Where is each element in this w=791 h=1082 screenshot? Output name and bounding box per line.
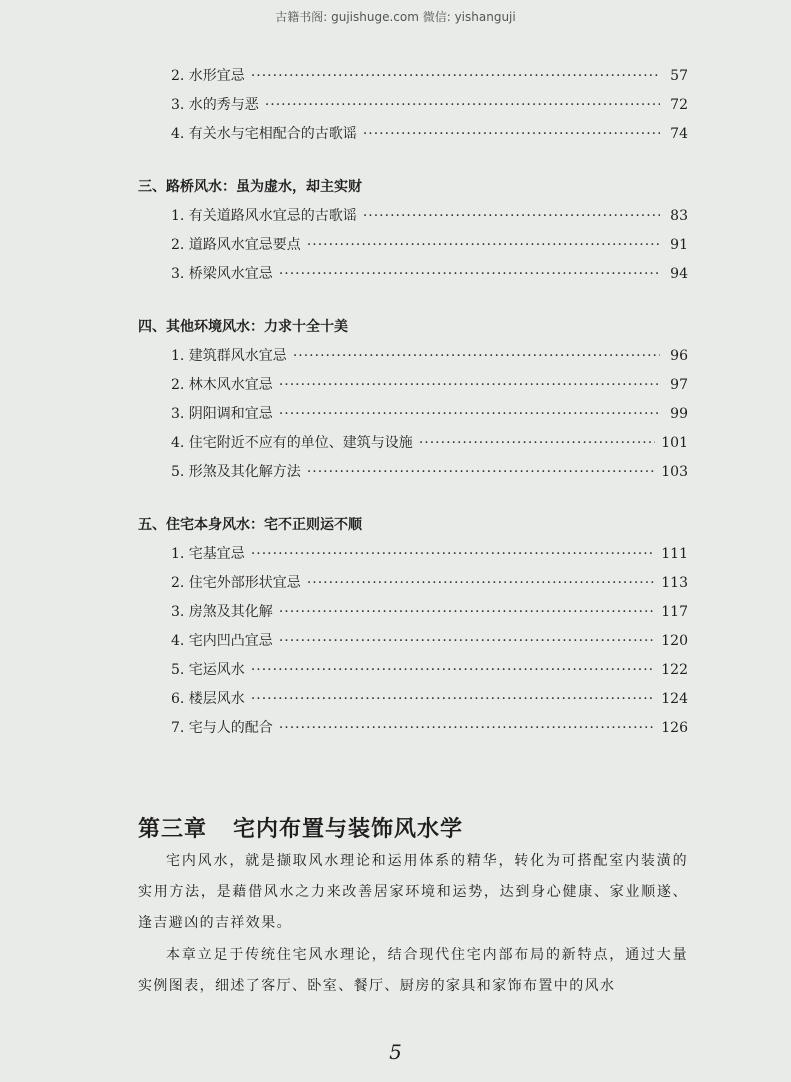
toc-entry[interactable] — [138, 714, 688, 743]
toc-entry-label: 1. 有关道路风水宜忌的古歌谣 — [171, 208, 357, 224]
toc-entry-page: 83 — [670, 208, 688, 224]
toc-entry[interactable] — [138, 458, 688, 487]
toc-entry[interactable] — [138, 400, 688, 429]
section-heading: 四、其他环境风水：力求十全十美 — [138, 319, 348, 335]
toc-entry-page: 97 — [670, 377, 688, 393]
toc-entry-page: 94 — [670, 266, 688, 282]
toc-entry-page: 91 — [670, 237, 688, 253]
toc-entry-label: 2. 住宅外部形状宜忌 — [171, 575, 301, 591]
toc-entry[interactable] — [138, 569, 688, 598]
toc-entry-label: 1. 建筑群风水宜忌 — [171, 348, 287, 364]
toc-entry[interactable] — [138, 202, 688, 231]
dot-leader — [251, 62, 660, 91]
toc-entry[interactable] — [138, 656, 688, 685]
dot-leader — [363, 120, 660, 149]
toc-entry-page: 117 — [661, 604, 688, 620]
toc-entry-label: 5. 宅运风水 — [171, 662, 245, 678]
toc-entry-page: 122 — [661, 662, 688, 678]
toc-entry-label: 3. 桥梁风水宜忌 — [171, 266, 273, 282]
toc-entry[interactable] — [138, 371, 688, 400]
toc-entry-page: 103 — [661, 464, 688, 480]
dot-leader — [279, 714, 655, 743]
toc-entry-label: 1. 宅基宜忌 — [171, 546, 245, 562]
toc-entry-page: 99 — [670, 406, 688, 422]
toc-entry-label: 7. 宅与人的配合 — [171, 720, 273, 736]
toc-entry-page: 96 — [670, 348, 688, 364]
body-paragraph: 本章立足于传统住宅风水理论，结合现代住宅内部布局的新特点，通过大量实例图表，细述了客厅、卧室、餐厅、厨房的家具和家饰布置中的风水 — [138, 947, 688, 994]
toc-entry-label: 3. 房煞及其化解 — [171, 604, 273, 620]
toc-entry-page: 57 — [670, 68, 688, 84]
toc-entry-page: 74 — [670, 126, 688, 142]
toc-entry-page: 101 — [661, 435, 688, 451]
toc-entry[interactable] — [138, 260, 688, 289]
section-heading: 三、路桥风水：虽为虚水，却主实财 — [138, 179, 362, 195]
toc-entry-label: 2. 道路风水宜忌要点 — [171, 237, 301, 253]
toc-entry[interactable] — [138, 231, 688, 260]
dot-leader — [279, 260, 660, 289]
page-number: 5 — [389, 1040, 402, 1064]
toc-entry[interactable] — [138, 62, 688, 91]
toc-entry-page: 111 — [661, 546, 688, 562]
dot-leader — [419, 429, 655, 458]
toc-entry[interactable] — [138, 91, 688, 120]
watermark-text: 古籍书阁: gujishuge.com 微信: yishanguji — [275, 10, 516, 24]
chapter-title: 宅内布置与装饰风水学 — [233, 817, 464, 842]
dot-leader — [363, 202, 660, 231]
toc-entry[interactable] — [138, 627, 688, 656]
dot-leader — [279, 598, 655, 627]
chapter-heading — [138, 812, 463, 843]
toc-entry-page: 126 — [661, 720, 688, 736]
toc-entry[interactable] — [138, 429, 688, 458]
dot-leader — [265, 91, 660, 120]
dot-leader — [279, 371, 660, 400]
toc-entry-label: 6. 楼层风水 — [171, 691, 245, 707]
toc-entry-page: 124 — [661, 691, 688, 707]
chapter-number: 第三章 — [138, 817, 208, 842]
toc-entry-label: 4. 宅内凹凸宜忌 — [171, 633, 273, 649]
toc-entry-label: 3. 阴阳调和宜忌 — [171, 406, 273, 422]
toc-entry-label: 3. 水的秀与恶 — [171, 97, 259, 113]
toc-entry[interactable] — [138, 598, 688, 627]
dot-leader — [307, 458, 655, 487]
toc-entry-page: 120 — [661, 633, 688, 649]
toc-entry-label: 2. 水形宜忌 — [171, 68, 245, 84]
toc-entry[interactable] — [138, 120, 688, 149]
toc-entry-label: 5. 形煞及其化解方法 — [171, 464, 301, 480]
toc-entry-label: 4. 有关水与宅相配合的古歌谣 — [171, 126, 357, 142]
toc-entry-page: 72 — [670, 97, 688, 113]
toc-entry-label: 4. 住宅附近不应有的单位、建筑与设施 — [171, 435, 413, 451]
dot-leader — [251, 656, 655, 685]
dot-leader — [307, 231, 660, 260]
toc-entry[interactable] — [138, 540, 688, 569]
toc-entry-page: 113 — [661, 575, 688, 591]
table-of-contents — [138, 62, 688, 743]
toc-entry[interactable] — [138, 685, 688, 714]
dot-leader — [251, 540, 655, 569]
section-heading: 五、住宅本身风水：宅不正则运不顺 — [138, 517, 362, 533]
toc-entry-label: 2. 林木风水宜忌 — [171, 377, 273, 393]
dot-leader — [279, 627, 655, 656]
dot-leader — [279, 400, 660, 429]
dot-leader — [251, 685, 655, 714]
dot-leader — [293, 342, 660, 371]
toc-entry[interactable] — [138, 342, 688, 371]
intro-paragraph: 宅内风水，就是撷取风水理论和运用体系的精华，转化为可搭配室内装潢的实用方法，是藉借风水之力来改善居家环境和运势，达到身心健康、家业顺遂、逢吉避凶的吉祥效果。 — [138, 853, 688, 931]
dot-leader — [307, 569, 655, 598]
